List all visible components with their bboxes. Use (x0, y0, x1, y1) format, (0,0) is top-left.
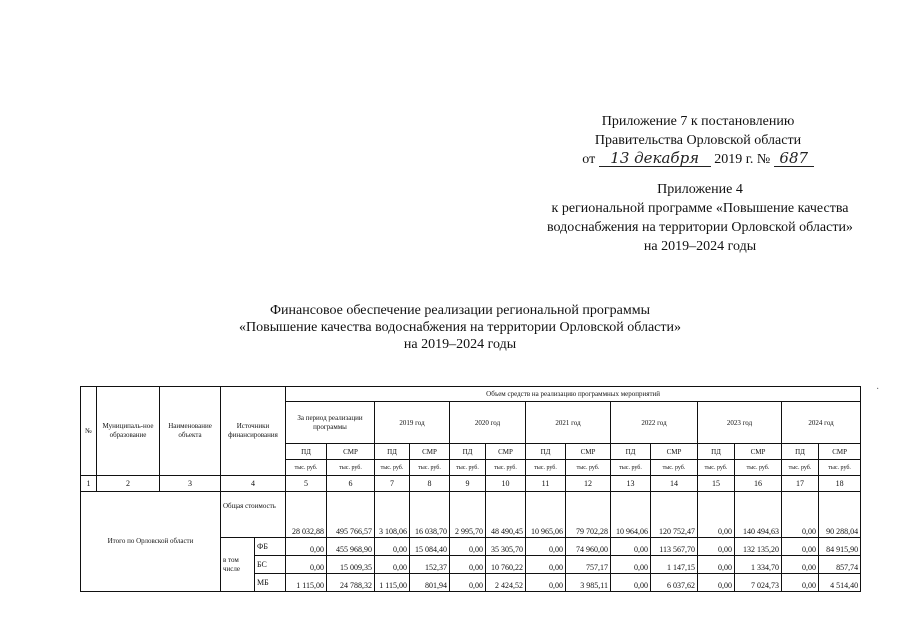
column-number-row (81, 476, 861, 492)
table-cell: 1 147,15 (651, 556, 698, 574)
header-year-2020: 2020 год (450, 402, 526, 444)
attachment-7-line2: Правительства Орловской области (594, 133, 802, 148)
column-number-4: 4 (221, 476, 286, 492)
table-cell: 2 995,70 (450, 492, 486, 538)
header-unit: тыс. руб. (526, 460, 566, 476)
header-unit: тыс. руб. (782, 460, 819, 476)
title-line1: Финансовое обеспечение реализации региональной программы (269, 303, 651, 318)
column-number-8: 8 (410, 476, 450, 492)
header-volume: Объем средств на реализацию программных мероприятий (286, 387, 861, 402)
column-number-1: 1 (81, 476, 97, 492)
table-cell: 0,00 (782, 556, 819, 574)
financing-table (80, 386, 861, 592)
header-unit: тыс. руб. (651, 460, 698, 476)
column-number-15: 15 (698, 476, 735, 492)
header-unit: тыс. руб. (450, 460, 486, 476)
header-no: № (81, 387, 97, 476)
table-cell: 10 760,22 (486, 556, 526, 574)
header-period: За период реализации программы (286, 402, 375, 444)
header-smr: СМР (566, 444, 611, 460)
header-unit: тыс. руб. (819, 460, 861, 476)
table-cell: 1 334,70 (735, 556, 782, 574)
table-cell: 28 032,88 (286, 492, 327, 538)
table-cell: 24 788,32 (327, 574, 375, 592)
column-number-2: 2 (97, 476, 160, 492)
table-cell: 0,00 (375, 538, 410, 556)
table-cell: 0,00 (698, 538, 735, 556)
table-cell: 857,74 (819, 556, 861, 574)
attachment-7-line1: Приложение 7 к постановлению (601, 114, 795, 129)
table-cell: 48 490,45 (486, 492, 526, 538)
table-cell: 0,00 (611, 574, 651, 592)
attachment-4-line4: на 2019–2024 годы (643, 239, 757, 254)
attachment-4-line3: водоснабжения на территории Орловской области» (547, 220, 853, 235)
table-cell: 35 305,70 (486, 538, 526, 556)
table-cell: 4 514,40 (819, 574, 861, 592)
table-cell: 74 960,00 (566, 538, 611, 556)
header-smr: СМР (327, 444, 375, 460)
table-cell: 84 915,90 (819, 538, 861, 556)
table-cell: 0,00 (375, 556, 410, 574)
header-municipality: Муниципаль-ное образование (97, 387, 160, 476)
header-object: Наименование объекта (160, 387, 221, 476)
table-row-total (81, 492, 861, 538)
table-cell: 7 024,73 (735, 574, 782, 592)
header-unit: тыс. руб. (486, 460, 526, 476)
total-label: Итого по Орловской области (81, 492, 221, 592)
header-pd: ПД (698, 444, 735, 460)
column-number-13: 13 (611, 476, 651, 492)
header-unit: тыс. руб. (735, 460, 782, 476)
header-unit: тыс. руб. (566, 460, 611, 476)
header-pd: ПД (611, 444, 651, 460)
column-number-9: 9 (450, 476, 486, 492)
table-cell: 6 037,62 (651, 574, 698, 592)
column-number-7: 7 (375, 476, 410, 492)
title-line2: «Повышение качества водоснабжения на территории Орловской области» (238, 320, 682, 335)
header-year-2024: 2024 год (782, 402, 861, 444)
table-cell: 3 985,11 (566, 574, 611, 592)
attachment-7-block (548, 112, 848, 169)
title-line3: на 2019–2024 годы (403, 337, 517, 352)
table-cell: 0,00 (782, 538, 819, 556)
header-smr: СМР (651, 444, 698, 460)
table-cell: 0,00 (526, 538, 566, 556)
table-cell: 132 135,20 (735, 538, 782, 556)
table-cell: 3 108,06 (375, 492, 410, 538)
column-number-18: 18 (819, 476, 861, 492)
header-year-2023: 2023 год (698, 402, 782, 444)
table-cell: 16 038,70 (410, 492, 450, 538)
table-cell: 113 567,70 (651, 538, 698, 556)
header-unit: тыс. руб. (611, 460, 651, 476)
scan-mark: · (876, 384, 880, 395)
header-smr: СМР (410, 444, 450, 460)
from-label: от (582, 152, 596, 167)
table-cell: 120 752,47 (651, 492, 698, 538)
table-cell: 0,00 (698, 556, 735, 574)
attachment-4-line1: Приложение 4 (657, 182, 743, 197)
table-cell: 15 009,35 (327, 556, 375, 574)
header-pd: ПД (782, 444, 819, 460)
attachment-7-line3 (548, 150, 848, 169)
column-number-14: 14 (651, 476, 698, 492)
table-cell: 801,94 (410, 574, 450, 592)
table-cell: 0,00 (526, 556, 566, 574)
table-cell: 0,00 (450, 538, 486, 556)
header-pd: ПД (526, 444, 566, 460)
header-smr: СМР (819, 444, 861, 460)
table-cell: 0,00 (698, 574, 735, 592)
table-cell: 79 702,28 (566, 492, 611, 538)
table-cell: 140 494,63 (735, 492, 782, 538)
table-cell: 455 968,90 (327, 538, 375, 556)
header-smr: СМР (735, 444, 782, 460)
header-year-2022: 2022 год (611, 402, 698, 444)
column-number-17: 17 (782, 476, 819, 492)
table-cell: 0,00 (286, 538, 327, 556)
table-cell: 0,00 (611, 538, 651, 556)
attachment-4-line2: к региональной программе «Повышение качества (551, 201, 849, 216)
table-cell: 0,00 (782, 492, 819, 538)
column-number-6: 6 (327, 476, 375, 492)
year-label: 2019 г. № (714, 152, 771, 167)
source-label-fb: ФБ (255, 538, 286, 556)
source-label-bs: БС (255, 556, 286, 574)
column-number-12: 12 (566, 476, 611, 492)
header-year-2021: 2021 год (526, 402, 611, 444)
header-unit: тыс. руб. (375, 460, 410, 476)
table-cell: 10 964,06 (611, 492, 651, 538)
table-cell: 15 084,40 (410, 538, 450, 556)
handwritten-date: 13 декабря (599, 150, 711, 167)
table-cell: 0,00 (698, 492, 735, 538)
header-year-2019: 2019 год (375, 402, 450, 444)
table-cell: 757,17 (566, 556, 611, 574)
table-cell: 0,00 (286, 556, 327, 574)
total-cost-label: Общая стоимость (221, 492, 286, 538)
header-unit: тыс. руб. (698, 460, 735, 476)
column-number-10: 10 (486, 476, 526, 492)
header-unit: тыс. руб. (410, 460, 450, 476)
table-cell: 2 424,52 (486, 574, 526, 592)
header-pd: ПД (450, 444, 486, 460)
table-cell: 1 115,00 (286, 574, 327, 592)
handwritten-number: 687 (774, 150, 814, 167)
column-number-3: 3 (160, 476, 221, 492)
attachment-4-block (505, 180, 895, 256)
header-unit: тыс. руб. (327, 460, 375, 476)
document-title (150, 302, 770, 353)
header-sources: Источники финансирования (221, 387, 286, 476)
header-unit: тыс. руб. (286, 460, 327, 476)
table-cell: 0,00 (611, 556, 651, 574)
table-cell: 495 766,57 (327, 492, 375, 538)
including-label: в том числе (221, 538, 255, 592)
column-number-11: 11 (526, 476, 566, 492)
source-label-mb: МБ (255, 574, 286, 592)
table-cell: 10 965,06 (526, 492, 566, 538)
header-pd: ПД (375, 444, 410, 460)
header-pd: ПД (286, 444, 327, 460)
table-cell: 90 288,04 (819, 492, 861, 538)
table-cell: 152,37 (410, 556, 450, 574)
table-cell: 0,00 (526, 574, 566, 592)
table-cell: 0,00 (450, 574, 486, 592)
table-cell: 1 115,00 (375, 574, 410, 592)
column-number-16: 16 (735, 476, 782, 492)
column-number-5: 5 (286, 476, 327, 492)
table-cell: 0,00 (782, 574, 819, 592)
table-cell: 0,00 (450, 556, 486, 574)
header-smr: СМР (486, 444, 526, 460)
financing-table-wrap (80, 386, 860, 608)
